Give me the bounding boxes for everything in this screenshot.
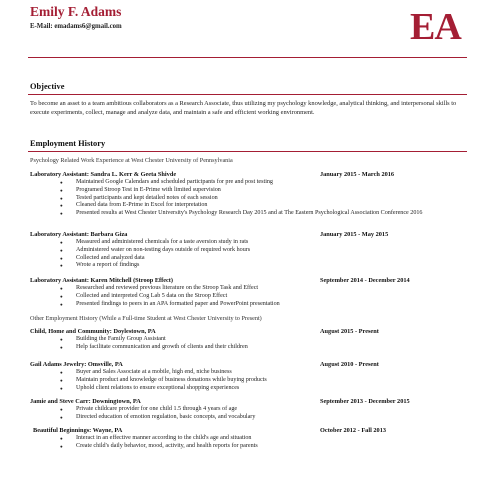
job-title: Laboratory Assistant: Barbara Giza [30,231,128,238]
list-item: ● Presented results at West Chester University's Psychology Research Day 2015 and at The Eastern Psychological Association Conference 2016 [60,210,465,218]
list-item: ● Cleaned data from E-Prime in Excel for interpretation [60,202,465,210]
job-bullet-list [60,369,465,392]
monogram-logo: EA [410,6,461,48]
list-item: ● Administered water on non-testing days outside of required work hours [60,247,465,255]
job-bullet-list [60,239,465,270]
list-item: ● Researched and reviewed previous literature on the Stroop Task and Effect [60,285,465,293]
job-title: Gail Adams Jewelry: Omsville, PA [30,361,123,368]
objective-divider [28,94,467,95]
header-divider [28,57,467,58]
list-item: ● Wrote a report of findings [60,262,465,270]
list-item: ● Collected and analyzed data [60,255,465,263]
job-dates: September 2014 - December 2014 [320,277,410,284]
job-bullet-list [60,406,465,422]
job-bullet-list [60,285,465,308]
list-item: ● Create child's daily behavior, mood, activity, and health reports for parents [60,443,465,451]
employment-divider [28,151,467,152]
job-dates: January 2015 - May 2015 [320,231,389,238]
job-dates: August 2015 - Present [320,328,379,335]
job-bullet-list [60,435,465,451]
job-title: Laboratory Assistant: Karen Mitchell (Stroop Effect) [30,277,174,284]
list-item: ● Presented findings to peers in an APA formatted paper and PowerPoint presentation [60,301,465,309]
list-item: ● Buyer and Sales Associate at a mobile, high end, niche business [60,369,465,377]
job-bullet-list [60,179,465,218]
list-item: ● Uphold client relations to ensure exceptional shopping experiences [60,385,465,393]
list-item: ● Private childcare provider for one child 1.5 through 4 years of age [60,406,465,414]
psychology-work-intro: Psychology Related Work Experience at West Chester University of Pennsylvania [30,157,233,164]
list-item: ● Measured and administered chemicals for a taste aversion study in rats [60,239,465,247]
list-item: ● Interact in an effective manner according to the child's age and situation [60,435,465,443]
job-dates: September 2013 - December 2015 [320,398,410,405]
job-dates: August 2010 - Present [320,361,379,368]
job-title: Child, Home and Community: Doylestown, PA [30,328,156,335]
job-title: Jamie and Steve Carr: Downingtown, PA [30,398,141,405]
candidate-name: Emily F. Adams [30,4,122,19]
list-item: ● Help facilitate communication and growth of clients and their children [60,344,465,352]
job-bullet-list [60,336,465,352]
job-dates: October 2012 - Fall 2013 [320,427,386,434]
employment-heading: Employment History [30,139,106,148]
objective-text: To become an asset to a team ambitious collaborators as a Research Associate, thus utilizing my psychology knowledge, analytical thinking, and interpersonal skills to execute experiments, collect, manage and analyze data, and maintain a safe and efficient working environment. [30,100,457,116]
candidate-email: E-Mail: emadams6@gmail.com [30,23,122,30]
list-item: ● Directed education of emotion regulation, basic concepts, and vocabulary [60,414,465,422]
job-title: Laboratory Assistant: Sandra L. Kerr & Geeta Shivde [30,171,177,178]
job-dates: January 2015 - March 2016 [320,171,395,178]
other-employment-intro: Other Employment History (While a Full-time Student at West Chester University to Present) [30,315,262,322]
list-item: ● Collected and interpreted Cog Lab 5 data on the Stroop Effect [60,293,465,301]
list-item: ● Tested participants and kept detailed notes of each session [60,195,465,203]
objective-heading: Objective [30,82,65,91]
list-item: ● Maintain product and knowledge of business donations while buying products [60,377,465,385]
list-item: ● Maintained Google Calendars and scheduled participants for pre and post testing [60,179,465,187]
list-item: ● Programed Stroop Test in E-Prime with limited supervision [60,187,465,195]
job-title: Beautiful Beginnings: Wayne, PA [33,427,123,434]
list-item: ● Building the Family Group Assistant [60,336,465,344]
